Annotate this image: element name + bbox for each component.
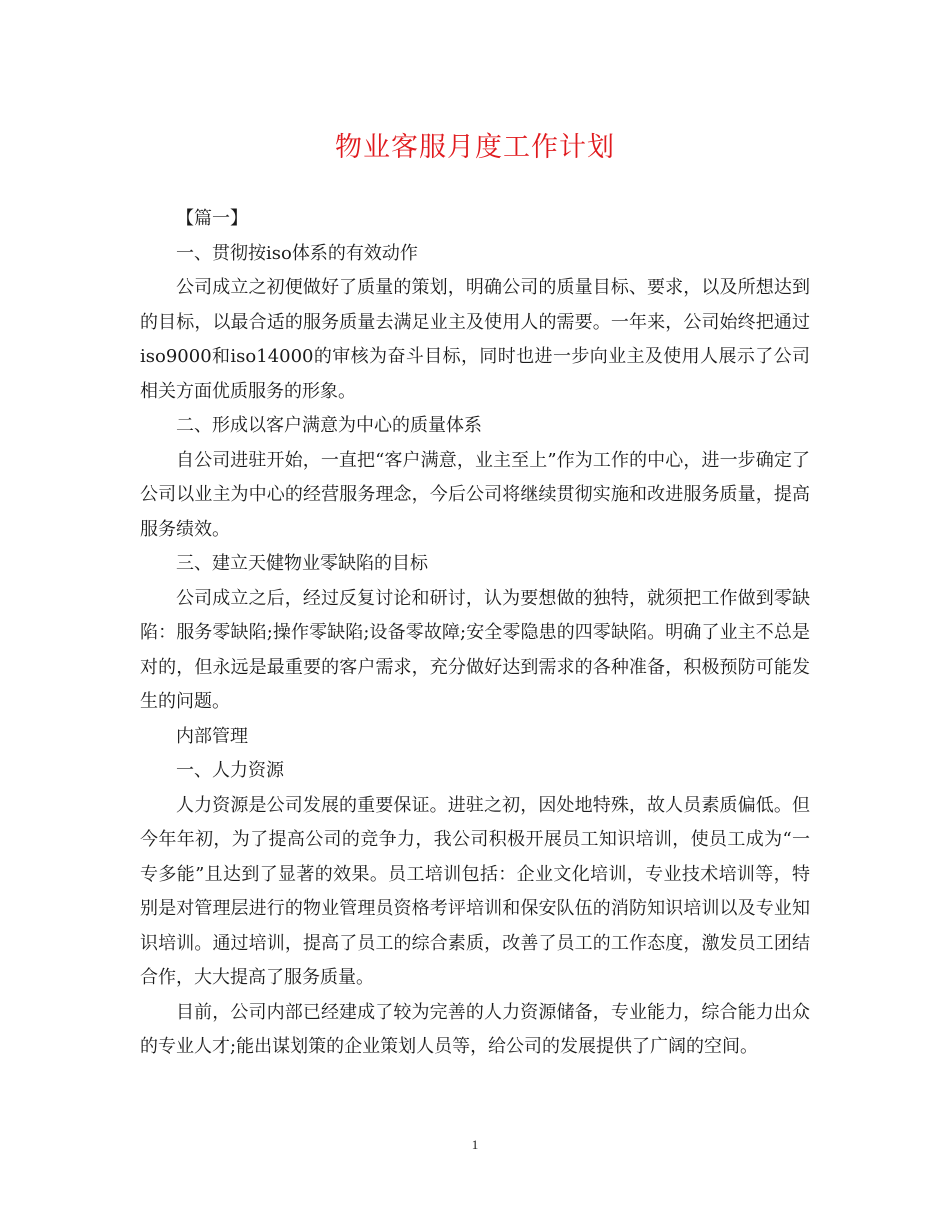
heading-customer-satisfaction: 二、形成以客户满意为中心的质量体系 [176, 415, 482, 436]
paragraph-zero-defect: 公司成立之后，经过反复讨论和研讨，认为要想做的独特，就须把工作做到零缺陷：服务零缺陷;操作零缺陷;设备零故障;安全零隐患的四零缺陷。明确了业主不总是对的，但永远是最重要的客户需求，充分做好达到需求的各种准备，积极预防可能发生的问题。 [140, 587, 810, 712]
paragraph-human-resources: 人力资源是公司发展的重要保证。进驻之初，因处地特殊，故人员素质偏低。但今年年初，为了提高公司的竞争力，我公司积极开展员工知识培训，使员工成为“一专多能”且达到了显著的效果。员工培训包括：企业文化培训，专业技术培训等，特别是对管理层进行的物业管理员资格考评培训和保安队伍的消防知识培训以及专业知识培训。通过培训，提高了员工的综合素质，改善了员工的工作态度，激发员工团结合作，大大提高了服务质量。 [140, 794, 810, 988]
paragraph-quality-planning: 公司成立之初便做好了质量的策划，明确公司的质量目标、要求，以及所想达到的目标，以最合适的服务质量去满足业主及使用人的需要。一年来，公司始终把通过iso9000和iso14000的审核为奋斗目标，同时也进一步向业主及使用人展示了公司相关方面优质服务的形象。 [140, 277, 810, 402]
heading-iso-system: 一、贯彻按iso体系的有效动作 [176, 242, 418, 264]
paragraph-customer-first: 自公司进驻开始，一直把“客户满意，业主至上”作为工作的中心，进一步确定了公司以业主为中心的经营服务理念，今后公司将继续贯彻实施和改进服务质量，提高服务绩效。 [140, 449, 810, 540]
document-body [140, 202, 810, 1065]
section-marker: 【篇一】 [176, 208, 248, 229]
heading-human-resources: 一、人力资源 [176, 760, 284, 781]
page-number: 1 [471, 1137, 479, 1152]
heading-zero-defect: 三、建立天健物业零缺陷的目标 [176, 553, 428, 574]
paragraph-talent-reserve: 目前，公司内部已经建成了较为完善的人力资源储备，专业能力，综合能力出众的专业人才;能出谋划策的企业策划人员等，给公司的发展提供了广阔的空间。 [140, 1001, 810, 1057]
heading-internal-management: 内部管理 [176, 725, 248, 747]
document-title: 物业客服月度工作计划 [335, 132, 615, 163]
